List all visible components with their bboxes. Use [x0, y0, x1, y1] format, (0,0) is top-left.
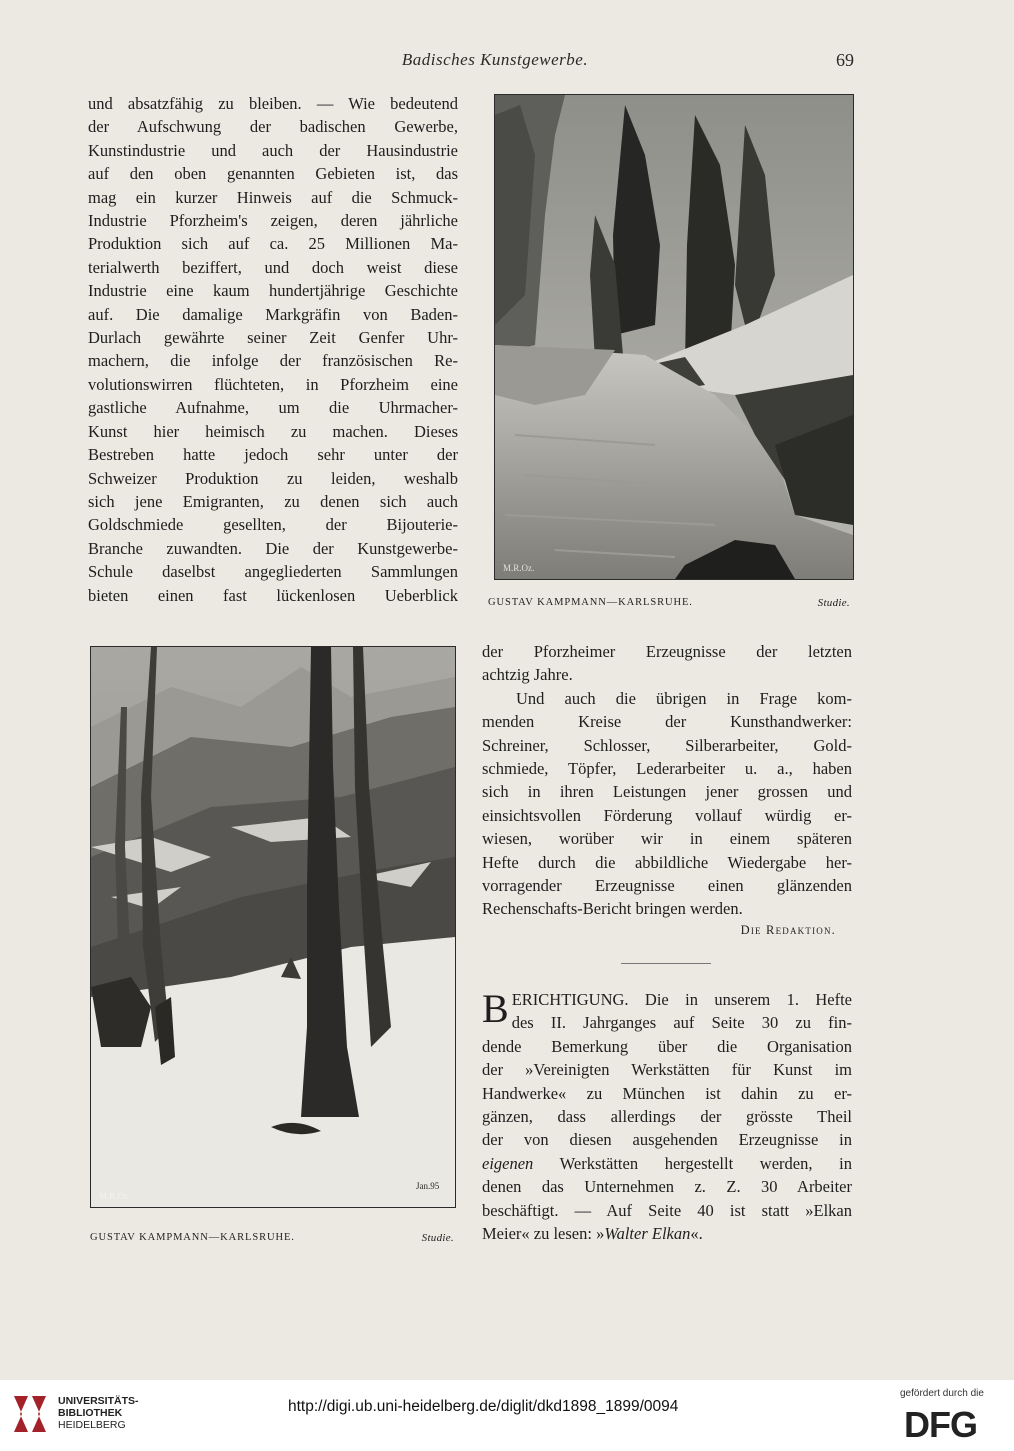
text-line: einsichtsvollen Förderung vollauf würdig er- — [482, 805, 852, 825]
library-name-line: BIBLIOTHEK — [58, 1407, 123, 1419]
section-divider — [621, 963, 711, 964]
text-line: Rechenschafts-Bericht bringen werden. — [482, 899, 743, 919]
text-line: wiesen, worüber wir in einem späteren — [482, 829, 852, 849]
signoff: Die Redaktion. — [740, 923, 836, 937]
text-line: der »Vereinigten Werkstätten für Kunst im — [482, 1060, 852, 1080]
text-line: Branche zuwandten. Die der Kunstgewerbe- — [88, 538, 458, 558]
text-line: schmiede, Töpfer, Lederarbeiter u. a., haben — [482, 759, 852, 779]
text-line: volutionswirren flüchteten, in Pforzheim eine — [88, 374, 458, 394]
correction-notice — [482, 988, 852, 1245]
digitization-footer — [0, 1380, 1014, 1451]
photo-winter-forest — [90, 646, 456, 1208]
text-fragment: «. — [690, 1224, 703, 1244]
text-line: achtzig Jahre. — [482, 665, 573, 685]
text-line: terialwerth beziffert, und doch weist diese — [88, 257, 458, 277]
monogram-mark: M.R.Oz. — [99, 1191, 131, 1201]
caption-top-right — [488, 597, 850, 608]
text-line: Kunstindustrie und auch der Hausindustrie — [88, 140, 458, 160]
river-landscape-illustration — [495, 95, 853, 579]
right-column-text — [482, 640, 852, 921]
text-line: auf. Die damalige Markgräfin von Baden- — [88, 304, 458, 324]
text-line: gastliche Aufnahme, um die Uhrmacher- — [88, 398, 458, 418]
caption-artist: GUSTAV KAMPMANN—KARLSRUHE. — [488, 597, 693, 608]
text-line: bieten einen fast lückenlosen Ueberblick — [88, 585, 458, 605]
text-line: Handwerke« zu München ist dahin zu er- — [482, 1083, 852, 1103]
emphasis: Walter Elkan — [604, 1224, 691, 1244]
text-fragment: Werkstätten hergestellt werden, in — [533, 1153, 852, 1173]
text-line: ERICHTIGUNG. Die in unserem 1. Hefte — [511, 990, 852, 1009]
text-line: vorragender Erzeugnisse einen glänzenden — [482, 876, 852, 896]
text-line: auf den oben genannten Gebieten ist, das — [88, 164, 458, 184]
page-number: 69 — [836, 50, 854, 70]
text-line: und absatzfähig zu bleiben. — Wie bedeutend — [88, 94, 458, 113]
dfg-logo: DFG — [904, 1404, 977, 1445]
library-name-line: HEIDELBERG — [58, 1419, 126, 1431]
text-line: der Aufschwung der badischen Gewerbe, — [88, 117, 458, 137]
text-line: menden Kreise der Kunsthandwerker: — [482, 712, 852, 732]
drop-cap: B — [482, 986, 509, 1031]
caption-study: Studie. — [817, 597, 850, 609]
text-line: Durlach gewährte seiner Zeit Genfer Uhr- — [88, 328, 458, 348]
text-line: mag ein kurzer Hinweis auf die Schmuck- — [88, 187, 458, 207]
text-line: machern, die infolge der französischen Re- — [88, 351, 458, 371]
text-line: Schreiner, Schlosser, Silberarbeiter, Gold- — [482, 735, 852, 755]
text-line: des II. Jahrganges auf Seite 30 zu fin- — [511, 1013, 852, 1033]
text-line-with-emphasis — [482, 1152, 852, 1175]
caption-bottom-left — [90, 1232, 454, 1243]
text-line: sich jene Emigranten, zu denen sich auch — [88, 491, 458, 511]
text-line: Industrie Pforzheim's zeigen, deren jährliche — [88, 211, 458, 231]
text-line: Hefte durch die abbildliche Wiedergabe her- — [482, 852, 852, 872]
text-line: Und auch die übrigen in Frage kom- — [516, 688, 852, 708]
date-mark: Jan.95 — [416, 1181, 440, 1191]
library-name — [58, 1395, 139, 1431]
monogram-mark: M.R.Oz. — [503, 563, 535, 573]
text-line: Schweizer Produktion zu leiden, weshalb — [88, 468, 458, 488]
text-fragment: Meier« zu lesen: » — [482, 1224, 605, 1244]
text-line: Industrie eine kaum hundertjährige Geschichte — [88, 281, 458, 301]
caption-study: Studie. — [421, 1232, 454, 1244]
winter-forest-illustration — [91, 647, 455, 1207]
text-line: denen das Unternehmen z. Z. 30 Arbeiter — [482, 1177, 852, 1197]
text-line: Bestreben hatte jedoch sehr unter der — [88, 445, 458, 465]
text-line: Schule daselbst angegliederten Sammlungen — [88, 562, 458, 582]
text-line: sich in ihren Leistungen jener grossen und — [482, 782, 852, 802]
text-line: der Pforzheimer Erzeugnisse der letzten — [482, 642, 852, 661]
caption-artist: GUSTAV KAMPMANN—KARLSRUHE. — [90, 1232, 295, 1243]
funding-label: gefördert durch die — [900, 1388, 984, 1399]
text-line: beschäftigt. — Auf Seite 40 ist statt »Elkan — [482, 1200, 852, 1220]
text-line: dende Bemerkung über die Organisation — [482, 1036, 852, 1056]
text-line: der von diesen ausgehenden Erzeugnisse in — [482, 1130, 852, 1150]
text-line: Kunst hier heimisch zu machen. Dieses — [88, 421, 458, 441]
text-line: Produktion sich auf ca. 25 Millionen Ma- — [88, 234, 458, 254]
library-logo-icon — [10, 1392, 50, 1436]
running-head: Badisches Kunstgewerbe. — [401, 50, 589, 69]
correction-opening — [482, 988, 852, 1035]
text-line: gänzen, dass allerdings der grösste Theil — [482, 1107, 852, 1127]
library-name-line: UNIVERSITÄTS- — [58, 1395, 139, 1407]
text-line-with-emphasis — [482, 1222, 852, 1245]
left-column-text — [88, 92, 458, 607]
permalink-url[interactable]: http://digi.ub.uni-heidelberg.de/diglit/dkd1898_1899/0094 — [288, 1398, 679, 1415]
photo-river-landscape — [494, 94, 854, 580]
emphasis: eigenen — [482, 1153, 534, 1173]
text-line: Goldschmiede gesellten, der Bijouterie- — [88, 515, 458, 535]
